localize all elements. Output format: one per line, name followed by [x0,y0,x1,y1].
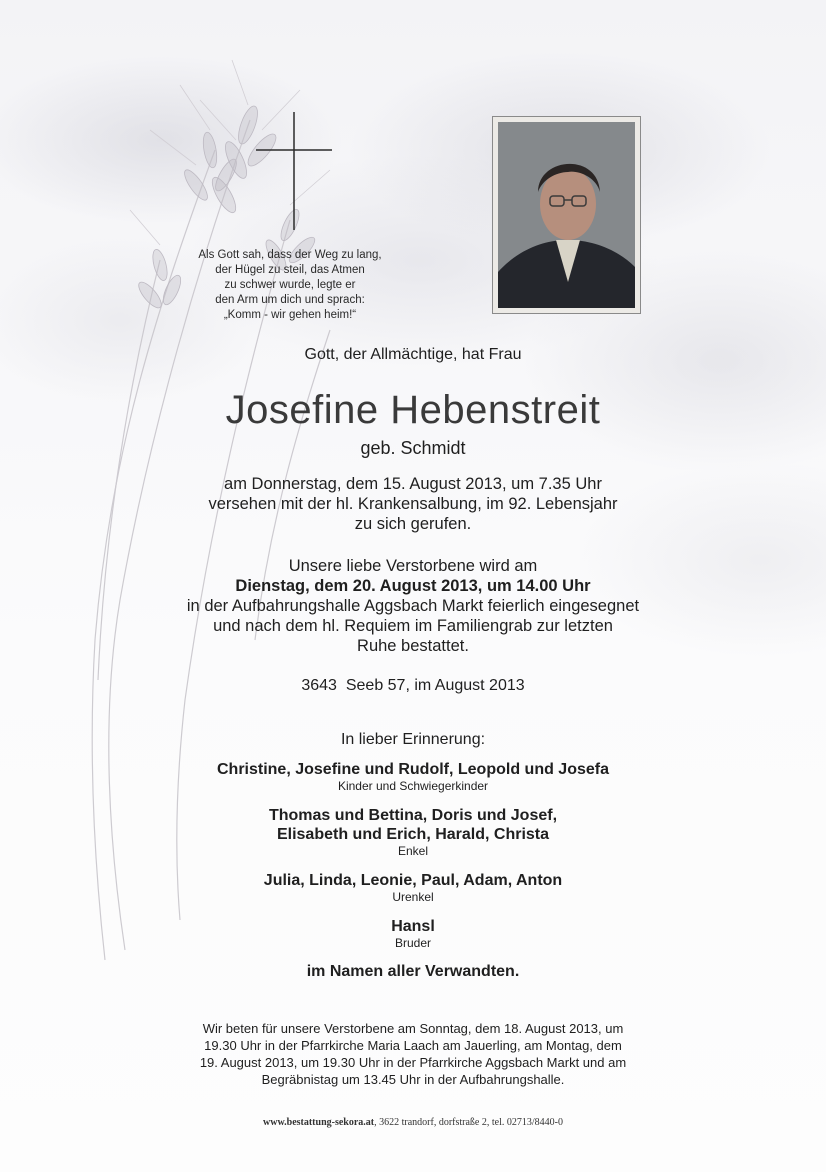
death-line: zu sich gerufen. [354,515,472,533]
mourner-group [0,806,826,858]
mourner-names: Elisabeth und Erich, Harald, Christa [276,826,550,843]
prayer-line: Wir beten für unsere Verstorbene am Sonntag, dem 18. August 2013, um [202,1021,624,1036]
intro-line: Gott, der Allmächtige, hat Frau [304,346,522,363]
mourner-relation: Bruder [394,936,432,950]
verse-line: zu schwer wurde, legte er [224,279,356,291]
footer-address: , 3622 trandorf, dorfstraße 2, tel. 02713/8440-0 [374,1117,563,1128]
death-line: am Donnerstag, dem 15. August 2013, um 7.35 Uhr [224,475,602,493]
funeral-line: und nach dem hl. Requiem im Familiengrab zur letzten [213,617,613,635]
mourner-group [0,917,826,950]
verse-line: Als Gott sah, dass der Weg zu lang, [198,249,382,261]
memory-heading: In lieber Erinnerung: [340,731,486,748]
all-relatives-line: im Namen aller Verwandten. [306,963,520,980]
deceased-name: Josefine Hebenstreit [225,388,601,432]
cross-icon [254,110,334,232]
mourner-names: Thomas und Bettina, Doris und Josef, [268,807,558,824]
funeral-line: Unsere liebe Verstorbene wird am [288,557,538,575]
prayer-line: 19. August 2013, um 19.30 Uhr in der Pfarrkirche Aggsbach Markt und am [199,1055,627,1070]
footer-url[interactable]: www.bestattung-sekora.at [263,1117,375,1128]
portrait-frame [492,116,641,314]
verse-line: „Komm - wir gehen heim!“ [223,309,357,321]
mourner-relation: Enkel [397,844,429,858]
mourner-names: Julia, Linda, Leonie, Paul, Adam, Anton [263,872,563,889]
death-line: versehen mit der hl. Krankensalbung, im 92. Lebensjahr [208,495,618,513]
portrait-image [498,122,635,308]
memorial-verse [180,248,400,323]
maiden-name: geb. Schmidt [360,438,466,458]
footer [0,1117,826,1128]
prayer-line: 19.30 Uhr in der Pfarrkirche Maria Laach am Jauerling, am Montag, dem [204,1038,622,1053]
prayer-line: Begräbnistag um 13.45 Uhr in der Aufbahrungshalle. [261,1072,565,1087]
mourner-group [0,871,826,904]
verse-line: den Arm um dich und sprach: [215,294,365,306]
mourner-names: Christine, Josefine und Rudolf, Leopold und Josefa [216,761,609,778]
funeral-line: in der Aufbahrungshalle Aggsbach Markt feierlich eingesegnet [186,597,640,615]
mourner-relation: Kinder und Schwiegerkinder [337,779,489,793]
funeral-line: Ruhe bestattet. [357,637,469,655]
mourner-group [0,760,826,793]
place-date: 3643 Seeb 57, im August 2013 [301,677,525,694]
prayer-notice [0,1020,826,1088]
portrait-photo [498,122,635,308]
mourner-names: Hansl [391,918,435,935]
death-notice [0,474,826,534]
funeral-date: Dienstag, dem 20. August 2013, um 14.00 Uhr [235,577,591,595]
verse-line: der Hügel zu steil, das Atmen [215,264,365,276]
funeral-notice [0,556,826,656]
mourner-relation: Urenkel [392,890,434,904]
